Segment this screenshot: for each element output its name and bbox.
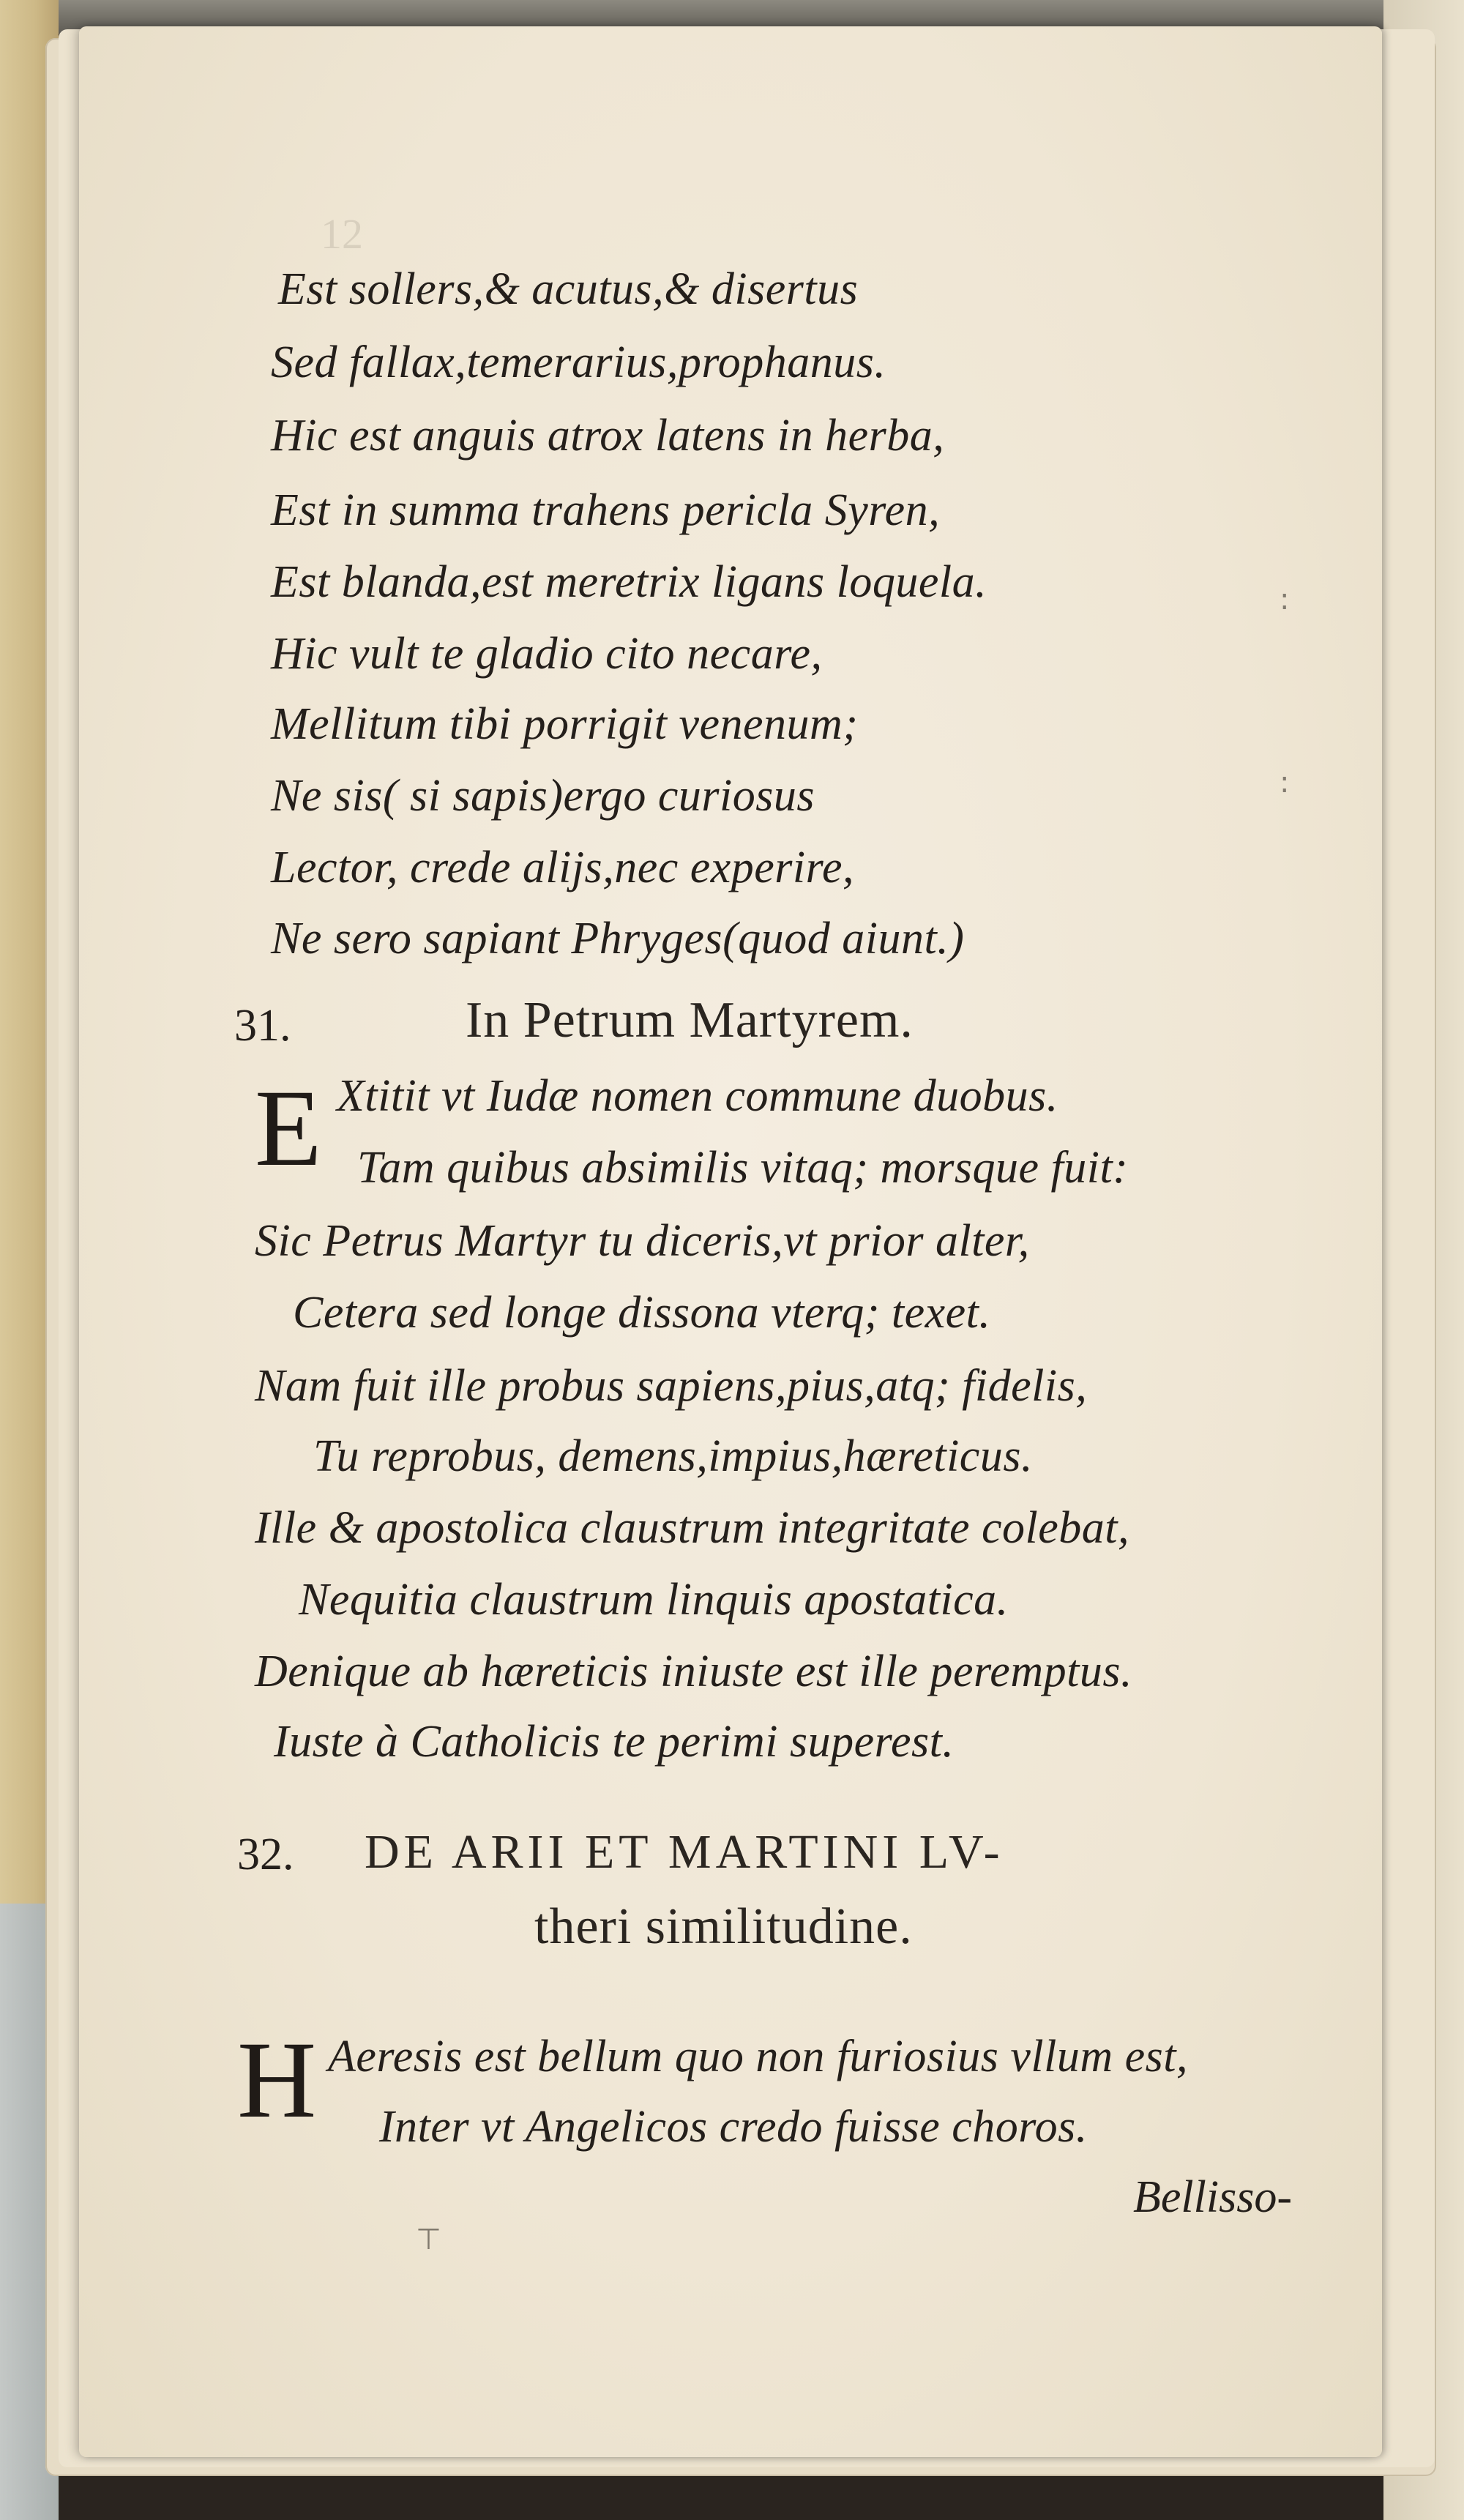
bleed-mark: ⊤ (416, 2223, 441, 2256)
verse-line: Sed fallax,temerarius,prophanus. (271, 338, 886, 387)
epigram-title-continued: theri similitudine. (534, 1898, 913, 1955)
epigram-number: 32. (237, 1830, 294, 1879)
verse-line: Cetera sed longe dissona vterq; texet. (293, 1288, 991, 1338)
book-page (79, 26, 1382, 2457)
verse-line: Hic est anguis atrox latens in herba, (271, 411, 945, 461)
verse-line: Sic Petrus Martyr tu diceris,vt prior alter, (255, 1216, 1030, 1266)
verse-line: Ille & apostolica claustrum integritate colebat, (255, 1503, 1129, 1553)
epigram-title: In Petrum Martyrem. (466, 992, 914, 1048)
verse-line: Ne sis( si sapis)ergo curiosus (271, 771, 815, 821)
verse-line: Est in summa trahens pericla Syren, (271, 485, 941, 535)
verse-line: Tam quibus absimilis vitaq; morsque fuit: (357, 1143, 1129, 1193)
verse-line: Tu reprobus, demens,impius,hæreticus. (313, 1431, 1033, 1481)
bleed-mark: : (1280, 583, 1290, 616)
verse-line: Xtitit vt Iudæ nomen commune duobus. (337, 1071, 1058, 1121)
bleed-mark: : (1280, 766, 1290, 799)
epigram-title: DE ARII ET MARTINI LV- (365, 1825, 1004, 1879)
verse-line: Inter vt Angelicos credo fuisse choros. (379, 2102, 1088, 2152)
verse-line: Mellitum tibi porrigit venenum; (271, 699, 859, 749)
epigram-number: 31. (234, 1001, 291, 1051)
verse-line: Denique ab hæreticis iniuste est ille peremptus. (255, 1647, 1132, 1696)
verse-line: Lector, crede alijs,nec experire, (271, 843, 854, 892)
catchword: Bellisso- (1133, 2172, 1292, 2222)
verse-line: Nam fuit ille probus sapiens,pius,atq; fidelis, (255, 1361, 1088, 1411)
drop-capital: E (255, 1067, 322, 1189)
verse-line: Ne sero sapiant Phryges(quod aiunt.) (271, 914, 965, 963)
verse-line: Iuste à Catholicis te perimi superest. (274, 1717, 955, 1767)
drop-capital: H (237, 2019, 317, 2141)
verse-line: Est blanda,est meretrix ligans loquela. (271, 557, 987, 607)
verse-line: Nequitia claustrum linquis apostatica. (299, 1575, 1009, 1625)
verse-line: Aeresis est bellum quo non furiosius vllum est, (328, 2032, 1189, 2081)
verse-line: Est sollers,& acutus,& disertus (278, 264, 859, 314)
verse-line: Hic vult te gladio cito necare, (271, 629, 823, 679)
bleed-through-page-number: 12 (321, 210, 363, 258)
